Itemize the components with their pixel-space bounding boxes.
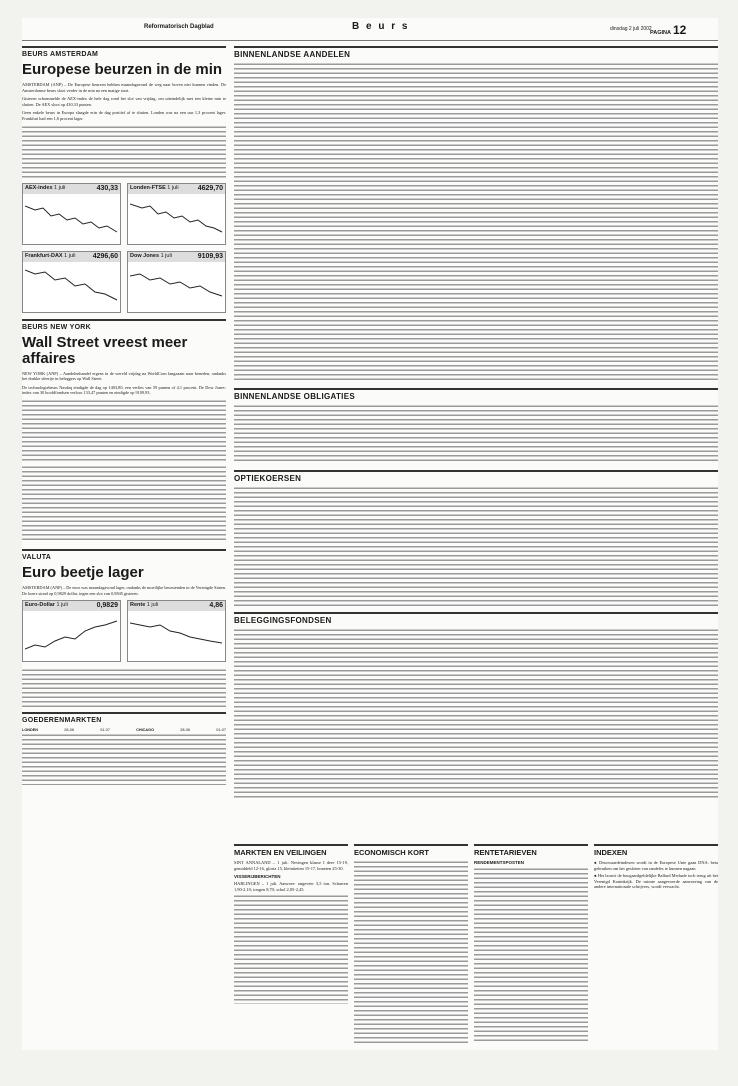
chart-euro-dollar: Euro-Dollar 1 juli 0,9829: [22, 600, 121, 662]
goederen-rows: [22, 733, 226, 785]
kicker-valuta: VALUTA: [22, 553, 52, 561]
section-title: B e u r s: [352, 21, 410, 32]
beleggingsfondsen-table: [234, 628, 718, 798]
left-column: [22, 46, 226, 785]
obligaties-table: [234, 404, 718, 464]
vreemd-geld-table: [22, 668, 226, 708]
chart-euro-line: [25, 613, 119, 657]
page-number: PAGINA 12: [650, 23, 687, 37]
valuta-charts: [22, 600, 226, 662]
issue-date: dinsdag 2 juli 2002: [610, 26, 652, 32]
amerikaanse-koersen-table: [22, 465, 226, 543]
index-title: INDEXEN: [594, 844, 718, 857]
headline-valuta: Euro beetje lager: [22, 563, 144, 581]
index-paragraph: ● Het bouwt de boogaardgeldelijke Ballard Medaale toch terug uit het Verenigd Koninkrijk. De ruimte aangevoerde aanvoering van de andere internationale schrijvers, wordt verwacht.: [594, 873, 718, 890]
chart-dax: Frankfurt-DAX 1 juli 4296,60: [22, 251, 121, 313]
chart-dowjones: Dow Jones 1 juli 9109,93: [127, 251, 226, 313]
article-paragraph: AMSTERDAM (ANP) – De Europese beurzen hebben maandagavond de weg naar boven niet kunnen vinden. De Amsterdamse beurs sloot verder in de min na een matige start.: [22, 82, 226, 93]
article-continued: [22, 399, 226, 461]
right-area: [234, 46, 718, 798]
chart-ftse: Londen-FTSE 1 juli 4629,70: [127, 183, 226, 245]
section-beleggingsfondsen: BELEGGINGSFONDSEN: [234, 612, 718, 625]
chart-ftse-line: [130, 196, 224, 240]
index-charts: [22, 183, 226, 313]
markten-column: [234, 844, 348, 1004]
index-paragraph: ● Deurwaardeindexen wordt in de Europese Unie gaan DNA: beta gebruiken om het gesloten van randeles te kunnen nagaan.: [594, 860, 718, 871]
headline-newyork: Wall Street vreest meer affaires: [22, 333, 188, 367]
rente-title: RENTETARIEVEN: [474, 844, 588, 857]
section-optiekoersen: OPTIEKOERSEN: [234, 470, 718, 483]
article-continued: [22, 125, 226, 179]
headline-amsterdam: Europese beurzen in de min: [22, 61, 223, 78]
newspaper-page: [22, 18, 718, 1050]
rente-column: [474, 844, 588, 1043]
economisch-column: [354, 844, 468, 1046]
markten-title: MARKTEN EN VEILINGEN: [234, 844, 348, 857]
newspaper-brand: Reformatorisch Dagblad: [144, 24, 214, 30]
chart-rente-line: [130, 613, 224, 657]
chart-dow-line: [130, 264, 224, 308]
article-paragraph: Geen enkele beurs in Europa slaagde erin de dag positief af te sluiten. Londen was na een uur 1,3 procent lager. Frankfurt had een 1,6 procent lager.: [22, 110, 226, 121]
chart-rente: Rente 1 juli 4,86: [127, 600, 226, 662]
section-obligaties: BINNENLANDSE OBLIGATIES: [234, 388, 718, 401]
page-header: [22, 18, 718, 41]
article-paragraph: NEW YORK (ANP) – Aandelenhandel ergens in de wereld vrijdag na WorldCom langzaam naar beneden, ondanks het drukke sfeertje in beleggers op Wall Street.: [22, 370, 226, 382]
rente-subtitle: RENDEMENTSPOSTEN: [474, 860, 525, 865]
kicker-amsterdam: BEURS AMSTERDAM: [22, 51, 99, 58]
article-paragraph: Gisteren schommelde de AEX-index de hele dag rond het slot van vrijdag, om uiteindelijk met een kleine min te sluiten. De AEX sloot op 430,33 punten.: [22, 96, 226, 107]
index-column: [594, 844, 718, 892]
economisch-title: ECONOMISCH KORT: [354, 844, 468, 857]
markten-paragraph: SINT ANNALAND – 1 juli. Nevingen klasse I dere 15-19, gemiddeld 12-16, gloria 15, kleiniteiten 15-17, boneten 25-30.: [234, 860, 348, 871]
article-paragraph: De technologiebeurs Nasdaq eindigde de dag op 1403,80, een verlies van 59 punten of 4,1 procent. De Dow Jones-index van 30 hoofdfondsen verloor 133,47 punten en eindigde op 9109,93.: [22, 384, 226, 396]
chart-dax-line: [25, 264, 119, 308]
kicker-goederen: GOEDERENMARKTEN: [22, 717, 102, 725]
visserij-subtitle: VISSERIJBERICHTEN: [234, 874, 281, 880]
chart-aex: AEX-index 1 juli 430,33: [22, 183, 121, 245]
kicker-newyork: BEURS NEW YORK: [22, 323, 92, 331]
bottom-section: [234, 844, 718, 1050]
article-paragraph: AMSTERDAM (ANP) – De euro was maandagavond lager, ondanks de moeilijke beurstenden in de Verenigde Staten. De koers stond op 0,9829 dollar, tegen een slot van 0,9845 gisteren.: [22, 584, 226, 596]
chart-aex-line: [25, 196, 119, 240]
visserij-paragraph: HARLINGEN – 1 juli. Aanvoer: ongeveer 3,5 ton. Scharren 1,90-2,10; tongen 8,70; schol 2,05-2,45.: [234, 881, 348, 892]
optiekoersen-table: [234, 486, 718, 606]
section-aandelen: BINNENLANDSE AANDELEN: [234, 46, 718, 59]
goederen-table: LONDEN 28-06 01-07 CHICAGO 28-06 01-07: [22, 728, 226, 733]
aandelen-table: [234, 62, 718, 382]
